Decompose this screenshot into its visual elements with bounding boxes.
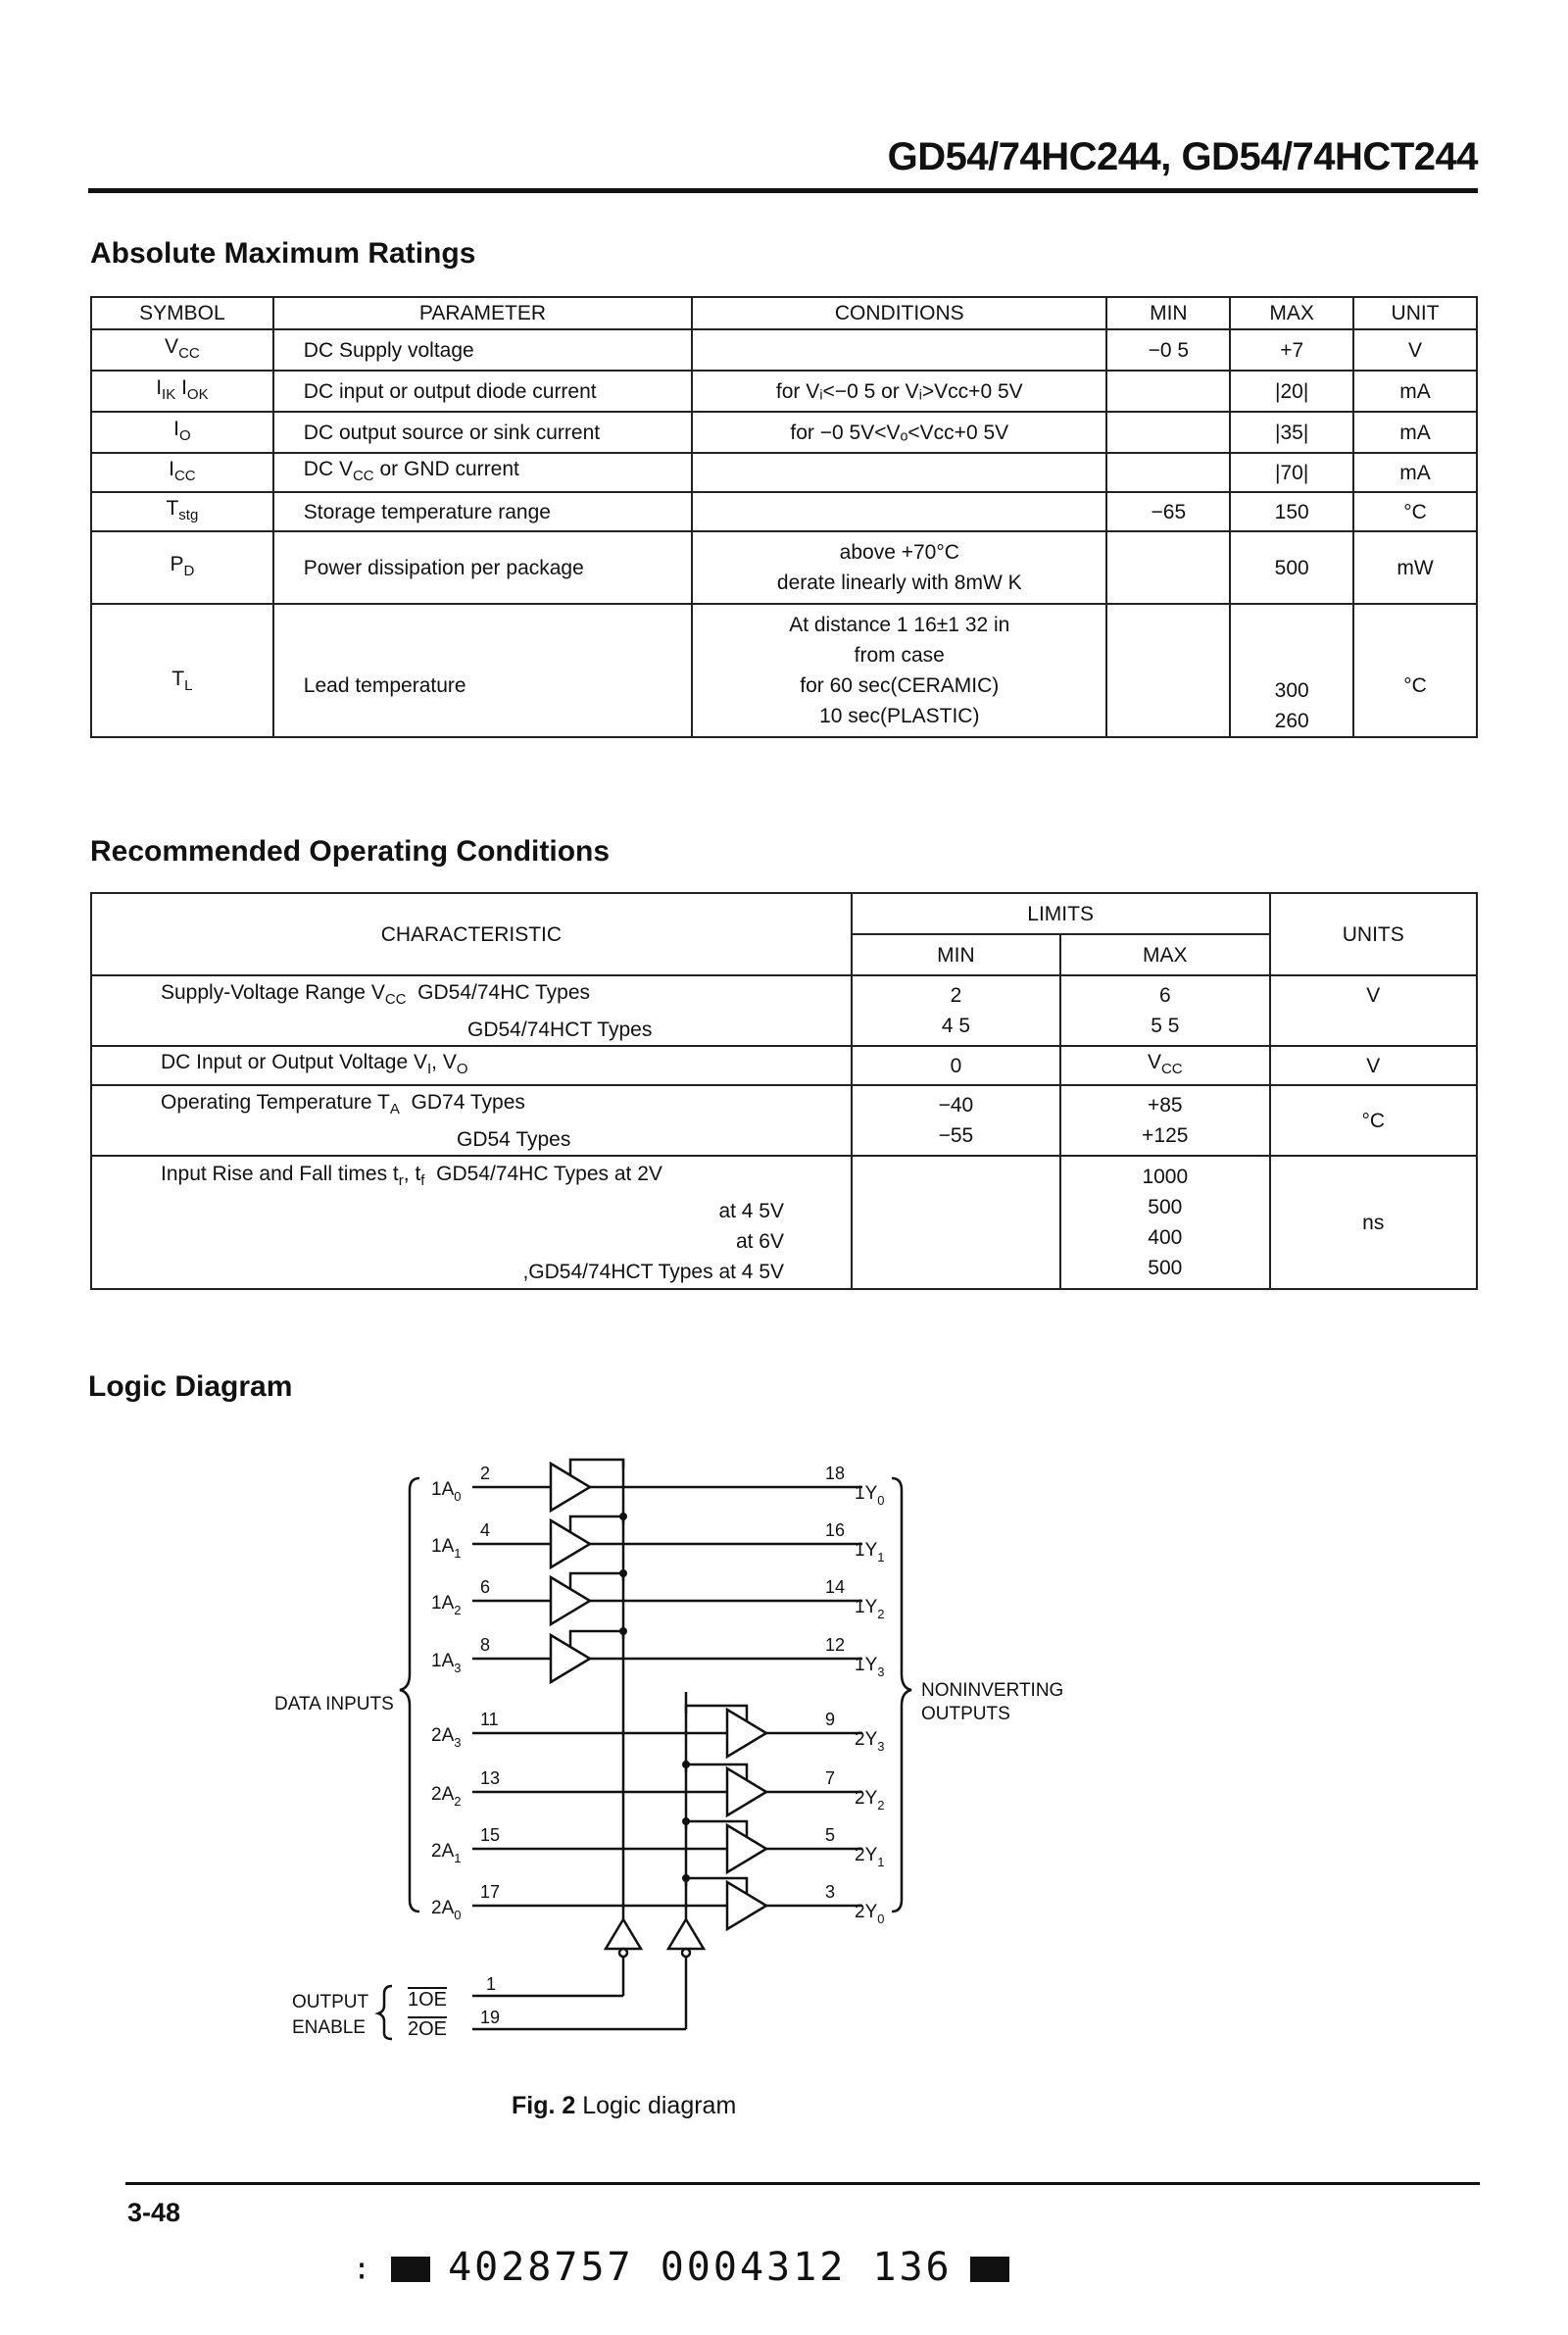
input-label: $2A_3$ bbox=[431, 1725, 462, 1750]
output-label: $1Y_3$ bbox=[855, 1655, 885, 1679]
output-pin: 18 bbox=[825, 1464, 846, 1483]
conditions-cell: for Vᵢ<−0 5 or Vᵢ>Vᴄᴄ+0 5V bbox=[692, 371, 1106, 412]
max-cell: 300 260 bbox=[1230, 604, 1353, 737]
input-pin: 15 bbox=[480, 1825, 501, 1845]
max-cell: +85 +125 bbox=[1060, 1085, 1269, 1156]
black-square-left bbox=[391, 2257, 430, 2282]
amr-h-min: MIN bbox=[1106, 297, 1230, 329]
output-pin: 12 bbox=[825, 1635, 846, 1655]
input-label: $2A_0$ bbox=[431, 1898, 462, 1922]
characteristic-cell: Input Rise and Fall times $t_r$, $t_f$ GD54/74HC Types at 2V at 4 5V at 6V ,GD54/74HCT Types at 4 5V bbox=[91, 1156, 852, 1289]
symbol-cell: $T_L$ bbox=[91, 604, 273, 737]
output-label: $2Y_2$ bbox=[855, 1788, 885, 1813]
parameter-cell: Power dissipation per package bbox=[273, 531, 692, 604]
symbol-cell: $I_O$ bbox=[91, 412, 273, 453]
amr-heading: Absolute Maximum Ratings bbox=[90, 237, 476, 270]
max-cell: |70| bbox=[1230, 453, 1353, 492]
input-pin: 2 bbox=[480, 1464, 491, 1483]
data-inputs-label: DATA INPUTS bbox=[274, 1694, 394, 1714]
amr-h-symbol: SYMBOL bbox=[91, 297, 273, 329]
parameter-cell: DC Supply voltage bbox=[273, 329, 692, 371]
unit-cell: mA bbox=[1353, 453, 1477, 492]
max-cell: |35| bbox=[1230, 412, 1353, 453]
parameter-cell: DC output source or sink current bbox=[273, 412, 692, 453]
document-title: GD54/74HC244, GD54/74HCT244 bbox=[887, 135, 1478, 178]
input-label: $1A_1$ bbox=[431, 1536, 462, 1561]
min-cell: −65 bbox=[1106, 492, 1230, 531]
characteristic-cell: Supply-Voltage Range $V_{CC}$ GD54/74HC Types GD54/74HCT Types bbox=[91, 975, 852, 1046]
input-pin: 17 bbox=[480, 1882, 501, 1902]
characteristic-cell: Operating Temperature $T_A$ GD74 Types GD54 Types bbox=[91, 1085, 852, 1156]
min-cell: −40 −55 bbox=[852, 1085, 1060, 1156]
parameter-cell: Lead temperature bbox=[273, 604, 692, 737]
unit-cell: mW bbox=[1353, 531, 1477, 604]
conditions-cell: for −0 5V<Vₒ<Vᴄᴄ+0 5V bbox=[692, 412, 1106, 453]
input-pin: 4 bbox=[480, 1520, 491, 1540]
junction-dot bbox=[682, 1817, 690, 1825]
amr-h-unit: UNIT bbox=[1353, 297, 1477, 329]
oe2-label: 2OE bbox=[408, 2018, 448, 2040]
output-label: $1Y_1$ bbox=[855, 1540, 885, 1565]
input-pin: 13 bbox=[480, 1768, 501, 1788]
roc-h-characteristic: CHARACTERISTIC bbox=[91, 893, 852, 975]
unit-cell: ns bbox=[1270, 1156, 1478, 1289]
parameter-cell: DC $V_{CC}$ or GND current bbox=[273, 453, 692, 492]
document-code: : 4028757 0004312 136 bbox=[353, 2245, 1027, 2290]
output-label: $2Y_0$ bbox=[855, 1902, 885, 1926]
amr-h-max: MAX bbox=[1230, 297, 1353, 329]
unit-cell: °C bbox=[1353, 604, 1477, 737]
input-label: $2A_2$ bbox=[431, 1784, 462, 1809]
oe1-label: 1OE bbox=[408, 1989, 448, 2011]
junction-dot bbox=[682, 1874, 690, 1882]
max-cell: +7 bbox=[1230, 329, 1353, 371]
input-label: $1A_3$ bbox=[431, 1651, 462, 1675]
characteristic-cell: DC Input or Output Voltage $V_I$, $V_O$ bbox=[91, 1046, 852, 1085]
output-enable-label-line2: ENABLE bbox=[292, 2017, 366, 2038]
output-pin: 9 bbox=[825, 1710, 836, 1729]
min-cell: 2 4 5 bbox=[852, 975, 1060, 1046]
unit-cell: V bbox=[1353, 329, 1477, 371]
max-cell: $V_{CC}$ bbox=[1060, 1046, 1269, 1085]
roc-h-min: MIN bbox=[852, 934, 1060, 975]
unit-cell: mA bbox=[1353, 412, 1477, 453]
unit-cell: mA bbox=[1353, 371, 1477, 412]
symbol-cell: $I_{IK}$ $I_{OK}$ bbox=[91, 371, 273, 412]
max-cell: |20| bbox=[1230, 371, 1353, 412]
output-label: $1Y_2$ bbox=[855, 1597, 885, 1621]
unit-cell: °C bbox=[1270, 1085, 1478, 1156]
roc-h-max: MAX bbox=[1060, 934, 1269, 975]
roc-h-limits: LIMITS bbox=[852, 893, 1270, 934]
max-cell: 500 bbox=[1230, 531, 1353, 604]
conditions-cell: above +70°C derate linearly with 8mW K bbox=[692, 531, 1106, 604]
output-label: $2Y_1$ bbox=[855, 1845, 885, 1869]
enable-wire bbox=[570, 1460, 623, 1475]
junction-dot bbox=[619, 1513, 627, 1520]
max-cell: 6 5 5 bbox=[1060, 975, 1269, 1046]
input-label: $2A_1$ bbox=[431, 1841, 462, 1865]
parameter-cell: Storage temperature range bbox=[273, 492, 692, 531]
figure-caption: Fig. 2 Logic diagram bbox=[512, 2092, 737, 2119]
amr-h-parameter: PARAMETER bbox=[273, 297, 692, 329]
min-cell: −0 5 bbox=[1106, 329, 1230, 371]
output-pin: 16 bbox=[825, 1520, 846, 1540]
output-label: $1Y_0$ bbox=[855, 1483, 885, 1508]
oe2-pin: 19 bbox=[480, 2008, 501, 2027]
input-pin: 8 bbox=[480, 1635, 491, 1655]
logic-heading: Logic Diagram bbox=[88, 1370, 293, 1403]
output-pin: 3 bbox=[825, 1882, 836, 1902]
symbol-cell: $V_{CC}$ bbox=[91, 329, 273, 371]
input-label: $1A_0$ bbox=[431, 1479, 462, 1504]
output-pin: 7 bbox=[825, 1768, 836, 1788]
output-label: $2Y_3$ bbox=[855, 1729, 885, 1754]
amr-h-conditions: CONDITIONS bbox=[692, 297, 1106, 329]
output-enable-label-line1: OUTPUT bbox=[292, 1992, 369, 2012]
oe1-pin: 1 bbox=[486, 1974, 497, 1994]
symbol-cell: $P_D$ bbox=[91, 531, 273, 604]
conditions-cell: At distance 1 16±1 32 in from case for 60 sec(CERAMIC) 10 sec(PLASTIC) bbox=[692, 604, 1106, 737]
input-label: $1A_2$ bbox=[431, 1593, 462, 1617]
junction-dot bbox=[682, 1761, 690, 1768]
footer-rule bbox=[125, 2182, 1480, 2185]
output-pin: 5 bbox=[825, 1825, 836, 1845]
unit-cell: °C bbox=[1353, 492, 1477, 531]
junction-dot bbox=[619, 1569, 627, 1577]
roc-heading: Recommended Operating Conditions bbox=[90, 835, 611, 868]
enable-wire bbox=[570, 1516, 623, 1532]
outputs-label-line1: NONINVERTING bbox=[921, 1680, 1064, 1701]
roc-h-units: UNITS bbox=[1270, 893, 1478, 975]
symbol-cell: $T_{stg}$ bbox=[91, 492, 273, 531]
enable-wire bbox=[570, 1631, 623, 1647]
max-cell: 150 bbox=[1230, 492, 1353, 531]
input-pin: 6 bbox=[480, 1577, 491, 1597]
parameter-cell: DC input or output diode current bbox=[273, 371, 692, 412]
output-pin: 14 bbox=[825, 1577, 846, 1597]
junction-dot bbox=[619, 1627, 627, 1635]
unit-cell: V bbox=[1270, 975, 1478, 1046]
max-cell: 1000 500 400 500 bbox=[1060, 1156, 1269, 1289]
unit-cell: V bbox=[1270, 1046, 1478, 1085]
symbol-cell: $I_{CC}$ bbox=[91, 453, 273, 492]
input-pin: 11 bbox=[480, 1710, 499, 1729]
enable-wire bbox=[570, 1573, 623, 1589]
outputs-label-line2: OUTPUTS bbox=[921, 1704, 1010, 1724]
min-cell: 0 bbox=[852, 1046, 1060, 1085]
page-number: 3-48 bbox=[127, 2198, 181, 2227]
black-square-right bbox=[970, 2257, 1009, 2282]
